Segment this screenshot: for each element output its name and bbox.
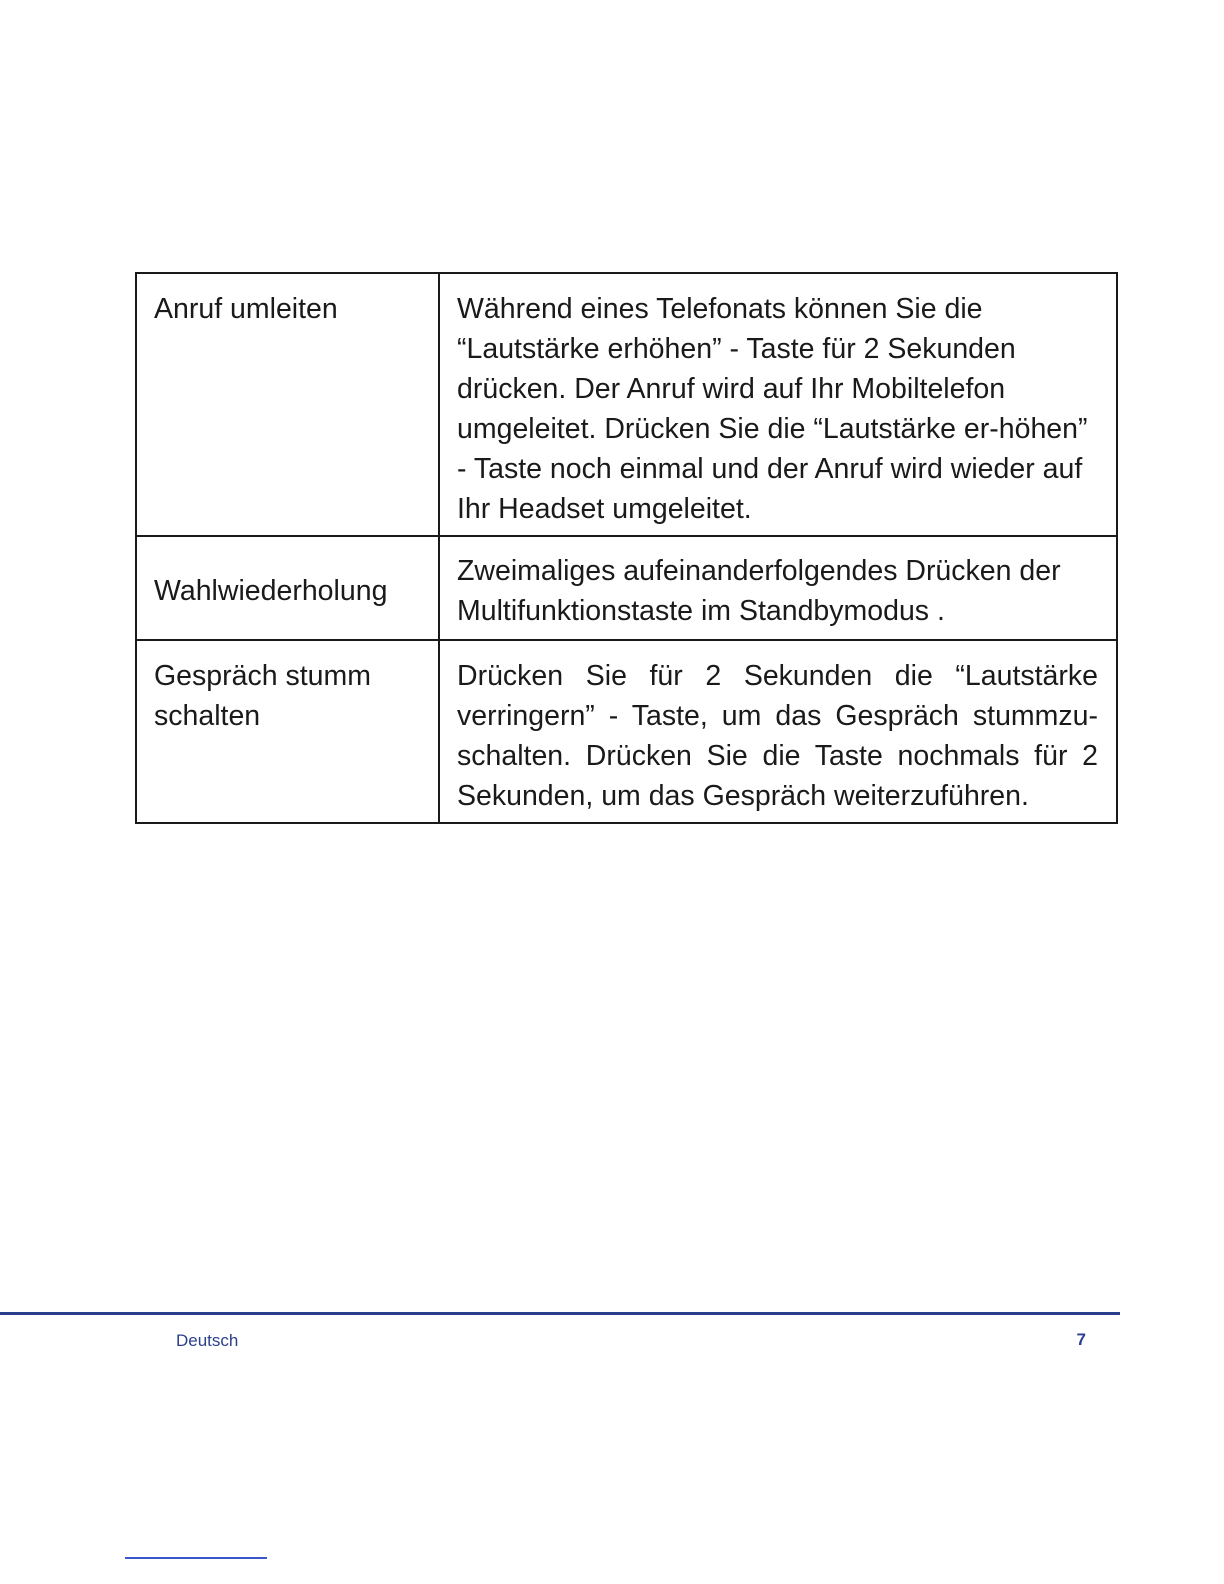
page-number: 7 bbox=[1076, 1330, 1086, 1349]
function-cell: Gespräch stumm schalten bbox=[136, 640, 439, 823]
function-cell: Wahlwiederholung bbox=[136, 536, 439, 640]
description-cell: Während eines Telefonats können Sie die “Lautstärke erhöhen” - Taste für 2 Sekunden drücken. Der Anruf wird auf Ihr Mobiltelefon umgeleitet. Drücken Sie die “Lautstärke er-höhen” - Taste noch einmal und der Anruf wird wieder auf Ihr Headset umgeleitet. bbox=[439, 273, 1117, 536]
description-cell: Zweimaliges aufeinanderfolgendes Drücken der Multifunktionstaste im Standbymodus . bbox=[439, 536, 1117, 640]
function-table bbox=[135, 272, 1118, 824]
bottom-divider bbox=[125, 1557, 267, 1559]
description-cell: Drücken Sie für 2 Sekunden die “Lautstärke verringern” - Taste, um das Gespräch stummzu-schalten. Drücken Sie die Taste nochmals für 2 Sekunden, um das Gespräch weiterzuführen. bbox=[439, 640, 1117, 823]
footer-divider bbox=[0, 1312, 1120, 1315]
table-row bbox=[136, 536, 1117, 640]
footer-language: Deutsch bbox=[176, 1331, 239, 1350]
function-cell: Anruf umleiten bbox=[136, 273, 439, 536]
table-row bbox=[136, 640, 1117, 823]
table-row bbox=[136, 273, 1117, 536]
